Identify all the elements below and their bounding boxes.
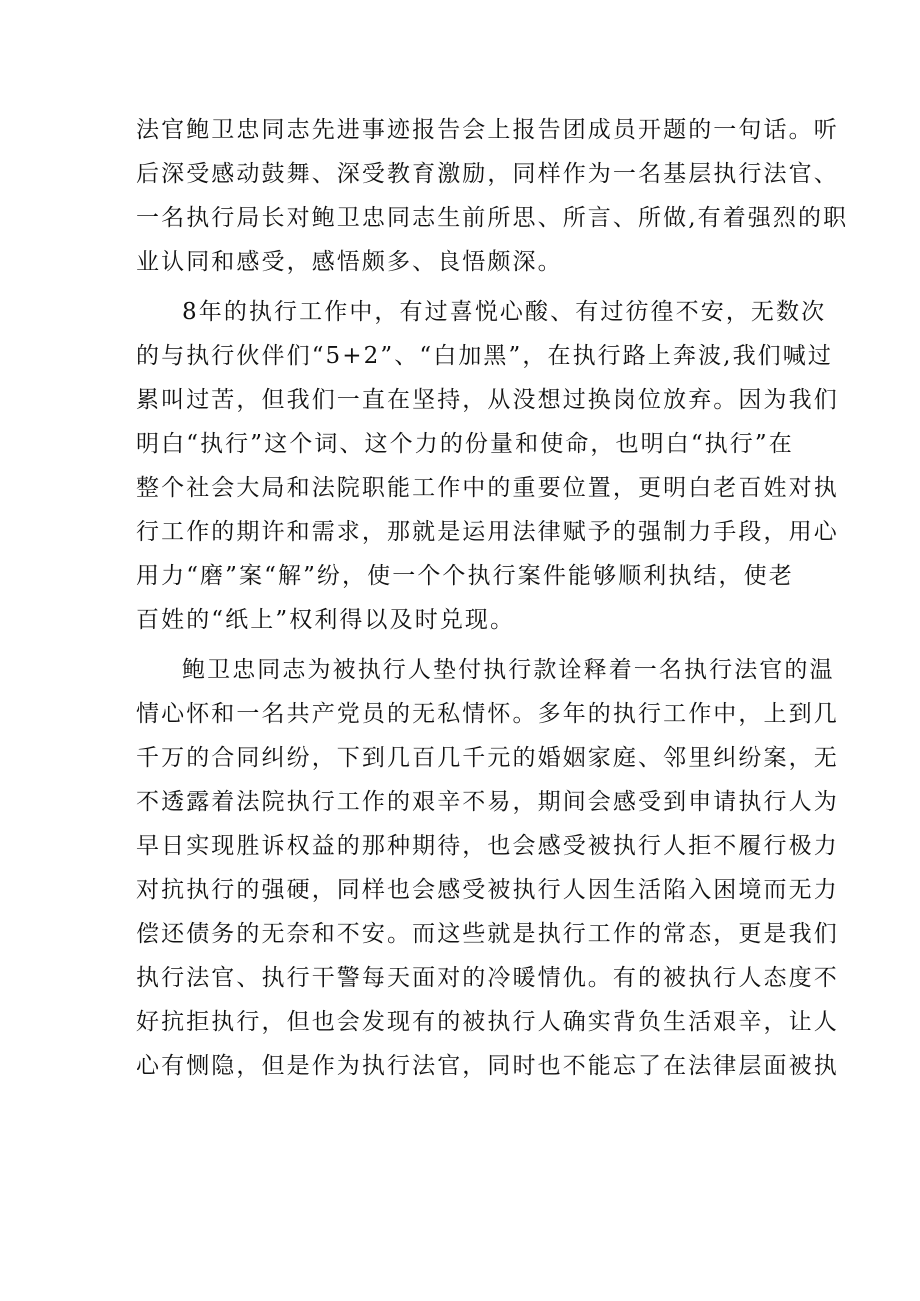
- text-line: 整个社会大局和法院职能工作中的重要位置，更明白老百姓对执: [136, 475, 839, 501]
- text-line: 的与执行伙伴们“5+2”、“白加黑”，在执行路上奔波,我们喊过: [136, 343, 833, 369]
- text-line: 好抗拒执行，但也会发现有的被执行人确实背负生活艰辛，让人: [136, 1009, 839, 1035]
- text-line: 执行法官、执行干警每天面对的冷暖情仇。有的被执行人态度不: [136, 965, 839, 991]
- text-line: 明白“执行”这个词、这个力的份量和使命，也明白“执行”在: [136, 431, 794, 457]
- text-line: 用力“磨”案“解”纷，使一个个执行案件能够顺利执结，使老: [136, 563, 794, 589]
- text-line: 后深受感动鼓舞、深受教育激励，同样作为一名基层执行法官、: [136, 161, 839, 187]
- text-line: 一名执行局长对鲍卫忠同志生前所思、所言、所做,有着强烈的职: [136, 205, 849, 231]
- text-line: 法官鲍卫忠同志先进事迹报告会上报告团成员开题的一句话。听: [136, 117, 839, 143]
- text-line: 心有恻隐，但是作为执行法官，同时也不能忘了在法律层面被执: [136, 1053, 839, 1079]
- text-line: 鲍卫忠同志为被执行人垫付执行款诠释着一名执行法官的温: [182, 657, 835, 683]
- text-line: 对抗执行的强硬，同样也会感受被执行人因生活陷入困境而无力: [136, 877, 839, 903]
- text-line: 不透露着法院执行工作的艰辛不易，期间会感受到申请执行人为: [136, 789, 839, 815]
- text-line: 累叫过苦，但我们一直在坚持，从没想过换岗位放弃。因为我们: [136, 387, 839, 413]
- text-line: 8年的执行工作中，有过喜悦心酸、有过彷徨不安，无数次: [182, 299, 827, 325]
- text-line: 情心怀和一名共产党员的无私情怀。多年的执行工作中，上到几: [136, 701, 839, 727]
- text-line: 千万的合同纠纷，下到几百几千元的婚姻家庭、邻里纠纷案，无: [136, 745, 839, 771]
- text-line: 早日实现胜诉权益的那种期待，也会感受被执行人拒不履行极力: [136, 833, 839, 859]
- text-line: 行工作的期许和需求，那就是运用法律赋予的强制力手段，用心: [136, 519, 839, 545]
- text-line: 偿还债务的无奈和不安。而这些就是执行工作的常态，更是我们: [136, 921, 839, 947]
- text-line: 业认同和感受，感悟颇多、良悟颇深。: [136, 249, 563, 275]
- text-line: 百姓的“纸上”权利得以及时兑现。: [136, 607, 516, 633]
